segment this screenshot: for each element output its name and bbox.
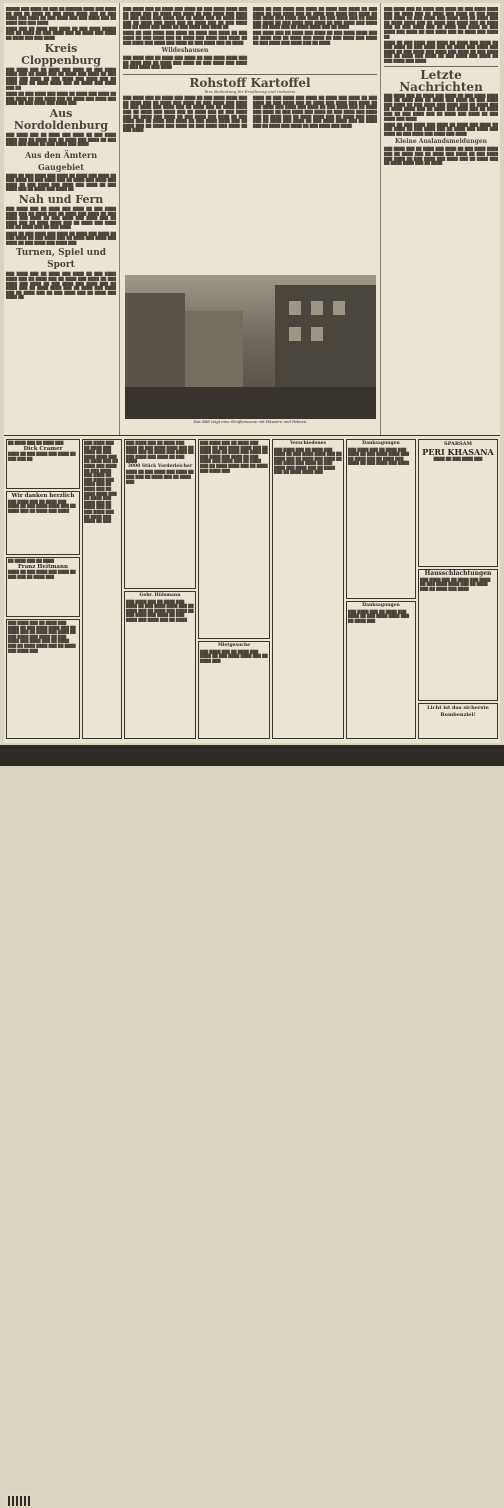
ad-vorderleicher: ███ ████ ███ ██ ████ ███ ████ ██ ███ ████ ████ ███ ██ ████ ███ ██ ████ ███ ████ ██ ███ ████ ███ ████ ██ ███ ████ 3000 Stück Vorderleicher ████ ██ ███ ████ ███ ████ ██ ███ ███ ██ ████ ███ ██ ████ ███ <box>124 439 196 589</box>
subheading-kartoffel: Ihre Bedeutung für Ernährung und Industrie <box>204 88 296 94</box>
archive-footer-bar <box>0 745 504 766</box>
heading-aus-nordoldenburg: Aus Nordoldenburg <box>13 106 109 132</box>
section-divider <box>4 435 500 436</box>
ad-verschiedenes: Verschiedenes ███ ████ ███ ██ ████ ███ ████ ██ ███ ████ ████ ███ ██ ████ ███ ██ ████ ███ ████ ██ ███ ████ ███ ████ ██ ███ ████ ███ ████ ███ ██ ████ ███ ██ ████ ████ ███ <box>272 439 344 739</box>
photo-caption: Das Bild zeigt eine Straßenszene mit Häusern und Fahnen. <box>193 419 308 424</box>
ad-hulsmann: Gebr. Hülsmann ███ ████ ███ ██ ████ ███ ████ ██ ███ ████ ████ ███ ██ ████ ███ ██ ████ ███ ████ ██ ███ ████ ███ ████ ██ ███ ████ ███ ████ ███ ██ ████ <box>124 591 196 739</box>
heading-rohstoff-kartoffel: Rohstoff Kartoffel <box>189 75 311 90</box>
ad-wir-danken: Wir danken herzlich ███ ████ ███ ██ ████ ███ ████ ██ ███ ████ ████ ███ ██ ████ ███ ██ ████ ███ ████ <box>6 491 80 555</box>
ad-misc-left: ███ ████ ███ ██ ████ ███ ████ ██ ███ ████ ████ ███ ██ ████ ███ ██ ████ ███ ████ ██ ███ ████ ███ ████ ██ ███ ████ ███ ████ ███ ██ ████ ███ ██ ████ ████ ███ ██ ████ ███ ████ ███ <box>6 619 80 739</box>
ad-column-two: ███ ████ ███ ██ ████ ███ ████ ██ ███ ████ ████ ███ ██ ████ ███ ██ ████ ███ ████ ██ ███ ████ ███ ████ ██ ███ ████ ███ ████ ███ ██ ████ ███ ██ ████ ████ ███ ██ ████ ███ ████ ███ ██ ████ ███ ██ ███ ████ ███ ██ ████ ███ ████ ██ ███ <box>82 439 122 739</box>
ad-bombenziel: Licht ist das sicherste Bombenziel! <box>418 703 498 739</box>
heading-turnen-spiel-sport: Turnen, Spiel und Sport <box>15 248 107 271</box>
ad-danksagungen: Danksagungen ███ ████ ███ ██ ████ ███ ████ ██ ███ ████ ████ ███ ██ ████ ███ ██ ████ ███ ████ ██ ███ ████ ███ ████ <box>346 439 416 599</box>
ad-franz-heitmann: ██ ████ ███ ██ ████ Franz Heitmann ████ ██ ███ ████ ███ ████ ██ ███ ███ ██ ████ ███ <box>6 557 80 617</box>
ad-hausschlachtungen: Hausschlachtungen ███ ████ ███ ██ ████ ███ ████ ██ ███ ████ ████ ███ ██ ████ ███ ██ ████ ███ ████ <box>418 569 498 701</box>
ad-peri-khasana: SPARSAM PERI KHASANA ████ ██ ███ ████ ███ <box>418 439 498 567</box>
heading-kreis-cloppenburg: Kreis Cloppenburg <box>21 41 101 67</box>
ad-mietgesuche: Mietgesuche ███ ████ ███ ██ ████ ███ ████ ██ ███ ████ ████ ███ ██ ████ ███ <box>198 641 270 739</box>
column-rule <box>380 3 381 435</box>
column-right: ███ ████ ███ ██ ████ ███ ████ ██ ███ ████ ████ ███ ██ ████ ███ ██ ████ ███ ████ ██ ███ ████ ███ ████ ██ ███ ████ ███ ████ ███ ██ ████ ███ ██ ████ ████ ███ ██ ████ ███ ████ ███ ██ ████ ███ ██ ███ ████ ███ ██ ████ ███ ████ ██ ███ ████ ███ ████ ██ ███ ████ ███ ██ ████ ███ ████ ██ ████ ██ ███ ████ ███ ████ ██ ████ ███ ████ ██ ███ ████ ██ ███ ████ ███ ██ ████ ███ ████ ███ ████ ██ ███ ████ ███ ████ ███ ████ ██ ███ ████ ███ ██ ████ ███ ████ ██ ███ ████ ███ ████ ██ ███ ████ ███ ████ Letzte Nachrichten ███ ████ ███ ██ ████ ███ ████ ██ ███ ████ ████ ███ ██ ████ ███ ██ ████ ███ ████ ██ ███ ████ ███ ████ ██ ███ ████ ███ ████ ███ ██ ████ ███ ██ ████ ████ ███ ██ ████ ███ ████ ███ ██ ████ ███ ██ ███ ████ ███ ██ ████ ███ ████ ██ ███ ████ ███ ████ ████ ██ ███ ████ ███ ████ ██ ████ ███ ████ ██ ███ ████ ██ ███ ████ ███ ██ ████ ███ ████ ███ ████ ██ ███ ████ ███ ████ ███ ████ Kleine Auslandsmeldungen ███ ████ ███ ██ ████ ███ ████ ██ ███ ████ ████ ███ ██ ████ ███ ██ ████ ███ ████ ██ ███ ████ ███ ████ ██ ███ ████ ███ ████ ███ ██ ████ ███ ██ ████ ████ ███ ██ ████ <box>384 7 498 166</box>
divider <box>123 74 377 75</box>
heading-wildeshausen: Wildeshausen <box>161 47 209 55</box>
divider <box>384 66 498 67</box>
heading-kleine-auslandsmeldungen: Kleine Auslandsmeldungen <box>394 138 488 146</box>
heading-aus-den-aemtern: Aus den Ämtern Gaugebiet <box>24 149 98 172</box>
library-logo-icon <box>5 1492 33 1508</box>
heading-nah-und-fern: Nah und Fern <box>18 193 104 207</box>
column-left: █████ ███ ████ ██ ███ ██ ██████ ████ ███ ████ ██ ███ ██ ████ ██ ███ ████ ████ ███ ██ ███ ████ ███ ████ ██ ███ ████ ███ ███ ████ ███ ██ ████ ███ ███ ████ ████ ███ ██ ████ ███ ████ ██ ███ ████ █████ ███ ██ ████ ██ ███ ████ ███ ██ ████ ███ ████ ██ ████ ███ ███ ████ Kreis Cloppenburg ███ ████ ███ ██ ████ ███ ████ ██ ███ ████ ████ ███ ██ ████ ███ ██ ████ ███ ████ ██ ███ ████ ███ ████ ██ ███ ████ ███ ████ ███ ██ ████ ███ ██ ████ ████ ███ ██ ████ ███ ████ ███ ██ ████ ██ ███ ████ ███ ████ ██ ████ ███ ████ ██ ███ ████ ██ ███ ████ ███ ██ ████ ███ ████ ███ ████ ██ ███ ████ ███ ████ ███ Aus Nordoldenburg ███ ████ ███ ██ ████ ███ ████ ██ ███ ████ ████ ███ ██ ████ ███ ██ ████ ███ ████ ██ ███ ████ ███ ████ ██ ███ ████ ███ ████ Aus den Ämtern Gaugebiet ████ ██ ███ ████ ███ ████ ██ ████ ███ ████ ██ ███ ████ ██ ███ ████ ███ ██ ████ ███ ████ ███ ████ ██ ███ ████ ███ ████ ███ ████ ██ ███ ████ ███ ██ ████ ███ ████ ██ Nah und Fern ███ ████ ███ ██ ████ ███ ████ ██ ███ ████ ████ ███ ██ ████ ███ ██ ████ ███ ████ ██ ███ ████ ███ ████ ██ ███ ████ ███ ████ ███ ██ ████ ███ ██ ████ ████ ███ ██ ████ ███ ████ ███ ██ ████ ███ ██ ███ ████ ████ ██ ███ ████ ███ ████ ██ ████ ███ ████ ██ ███ ████ ██ ███ ████ ███ ██ ████ ███ ████ ███ ████ ██ ███ ████ ███ ████ ███ Turnen, Spiel und Sport ███ ████ ███ ██ ████ ███ ████ ██ ███ ████ ████ ███ ██ ████ ███ ██ ████ ███ ████ ██ ███ ████ ███ ████ ██ ███ ████ ███ ████ ███ ██ ████ ███ ██ ████ ████ ███ ██ ████ ███ ████ ███ ██ ████ ███ ██ ███ ████ ███ ██ ████ ███ ████ ██ <box>6 7 116 300</box>
column-rule <box>119 3 120 435</box>
ad-danksagungen-two: Danksagungen ███ ████ ███ ██ ████ ███ ████ ██ ███ ████ ████ ███ ██ ████ ███ <box>346 601 416 739</box>
ad-dick-cramer: ██ ████ ███ ██ ████ ███ Dick Cramer ████ ██ ███ ████ ███ ████ ██ ███ ███ ██ <box>6 439 80 489</box>
street-scene-photo <box>125 275 376 419</box>
ad-middle: ███ ████ ███ ██ ████ ███ ████ ██ ███ ████ ████ ███ ██ ████ ███ ██ ████ ███ ████ ██ ███ ████ ███ ████ ██ ███ ████ ███ ████ ███ ██ ████ ███ ██ ████ ████ ███ ██ ████ ███ ████ ███ <box>198 439 270 639</box>
newspaper-page <box>4 3 500 743</box>
heading-letzte-nachrichten: Letzte Nachrichten <box>399 67 483 94</box>
column-middle: ███ ████ ███ ██ ████ ███ ████ ██ ███ ████ ████ ███ ██ ████ ███ ██ ████ ███ ████ ██ ███ ████ ███ ████ ██ ███ ████ ███ ████ ███ ██ ████ ███ ██ ████ ████ ███ ██ ████ ███ ████ ███ ██ ████ ███ ██ ███ ████ ███ ██ ████ ███ ████ ██ ███ ████ ███ ████ ██ ████ ██ ███ ████ ███ ████ ██ ████ ███ ████ ██ ███ ████ ██ ███ ████ ███ ██ ████ ███ ████ ███ ████ ██ ███ ████ ███ ████ ███ ████ ██ ███ ████ ███ ██ ████ Wildeshausen ███ ████ ███ ██ ████ ███ ████ ██ ███ ████ ████ ███ ██ ████ ███ ██ ████ ███ ████ ██ ███ ████ ███ ████ ██ ███ ████ ███ ████ ████ ██ ███ ████ ███ ████ ██ ████ ███ ████ ██ ███ ████ ██ ███ ████ ███ ██ ████ ███ ████ ███ ████ ██ ███ ████ ███ ████ ███ ████ ██ ███ ████ ███ ██ ████ ███ ████ ██ ███ ████ ███ ████ ██ ███ ████ ███ ████ ███ ██ ████ ███ ██ ████ ████ ███ ██ ████ ███ ████ ███ ██ ████ ███ ████ ██ ███ ████ ████ ███ ██ ████ ███ ██ ████ ███ ████ ██ ███ ████ ███ ████ ██ ███ ████ ███ ████ ███ ██ ████ Rohstoff Kartoffel Ihre Bedeutung für Ernährung und Industrie ███ ████ ███ ██ ████ ███ ████ ██ ███ ████ ████ ███ ██ ████ ███ ██ ████ ███ ████ ██ ███ ████ ███ ████ ██ ███ ████ ███ ████ ███ ██ ████ ███ ██ ████ ████ ███ ██ ████ ███ ████ ███ ██ ████ ███ ██ ███ ████ ███ ██ ████ ███ ████ ██ ███ ████ ███ ████ ██ ███ ████ ███ ██ ████ ███ ████ ██ ███ ████ ████ ███ ██ ████ ███ ██ ████ ███ ████ ██ ███ ████ ███ ████ ██ ███ ████ ████ ██ ███ ████ ███ ████ ██ ████ ███ ████ ██ ███ ████ ██ ███ ████ ███ ██ ████ ███ ████ ███ ████ ██ ███ ████ ███ ████ ███ ████ ██ ███ ████ ███ ██ ████ ███ ████ ██ ███ ████ ███ ████ ██ ███ ████ ███ ████ ███ ██ ████ ███ ██ ████ ████ ███ ██ ████ ███ ████ ███ ██ ████ ███ ████ ██ ███ ████ ████ ███ ██ ████ ███ ██ ████ ███ ████ ██ ███ ████ ███ ████ <box>123 7 377 133</box>
